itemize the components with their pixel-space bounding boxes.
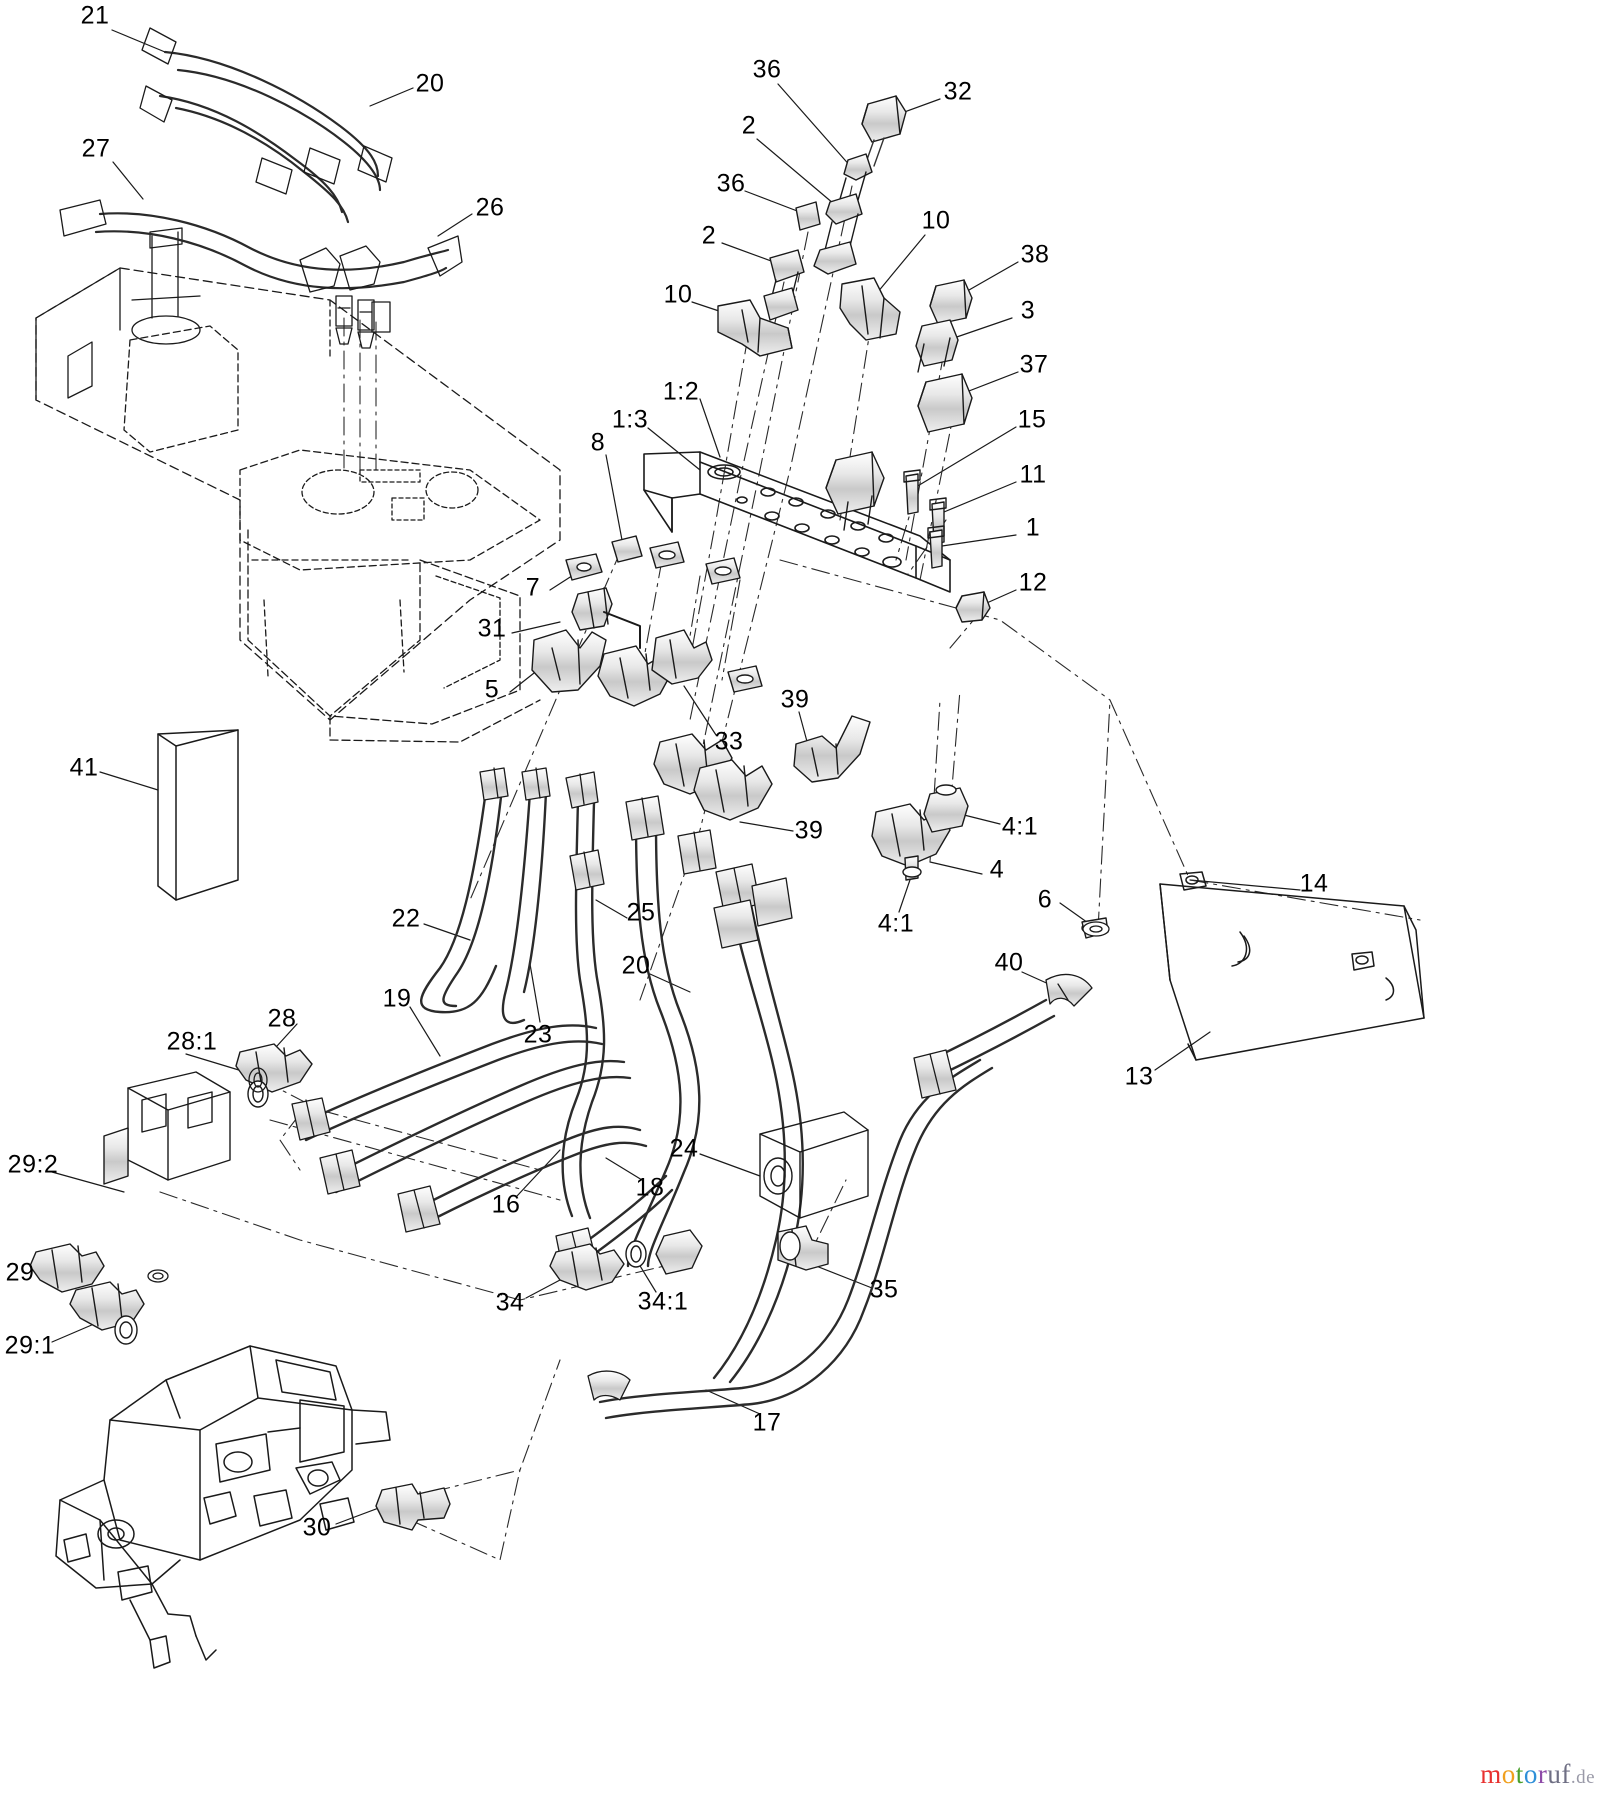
callout-2: 2 (741, 111, 757, 140)
callout-10: 10 (663, 280, 693, 309)
callout-1: 1 (1025, 513, 1041, 542)
callout-38: 38 (1020, 240, 1050, 269)
callout-39: 39 (794, 816, 824, 845)
callout-22: 22 (391, 904, 421, 933)
callout-6: 6 (1037, 885, 1053, 914)
callout-29: 29 (5, 1258, 35, 1287)
callout-34: 34 (495, 1288, 525, 1317)
callout-21: 21 (80, 1, 110, 30)
callout-36: 36 (752, 55, 782, 84)
callout-27: 27 (81, 134, 111, 163)
watermark-letter-o2: o (1523, 1759, 1538, 1789)
callout-12: 12 (1018, 568, 1048, 597)
watermark-domain-suffix: .de (1570, 1767, 1595, 1788)
watermark-letter-u: u (1547, 1759, 1562, 1789)
callout-16: 16 (491, 1190, 521, 1219)
callout-10: 10 (921, 206, 951, 235)
callout-26: 26 (475, 193, 505, 222)
watermark-letter-f: f (1561, 1759, 1571, 1789)
watermark-letter-r: r (1537, 1759, 1548, 1789)
callout-5: 5 (484, 675, 500, 704)
callout-24: 24 (669, 1134, 699, 1163)
callout-1-3: 1:3 (611, 405, 649, 434)
callout-41: 41 (69, 753, 99, 782)
callout-28: 28 (267, 1004, 297, 1033)
callout-4-1: 4:1 (877, 909, 915, 938)
callout-3: 3 (1020, 296, 1036, 325)
callout-36: 36 (716, 169, 746, 198)
callout-34-1: 34:1 (637, 1287, 689, 1316)
callout-30: 30 (302, 1513, 332, 1542)
callout-17: 17 (752, 1408, 782, 1437)
watermark-letter-t: t (1515, 1759, 1524, 1789)
callout-32: 32 (943, 77, 973, 106)
callout-29-2: 29:2 (7, 1150, 59, 1179)
callout-25: 25 (626, 898, 656, 927)
callout-28-1: 28:1 (166, 1027, 218, 1056)
callout-20: 20 (415, 69, 445, 98)
callout-40: 40 (994, 948, 1024, 977)
watermark (1480, 1759, 1595, 1790)
callout-13: 13 (1124, 1062, 1154, 1091)
callout-19: 19 (382, 984, 412, 1013)
callout-2: 2 (701, 221, 717, 250)
callout-31: 31 (477, 614, 507, 643)
callout-4: 4 (989, 855, 1005, 884)
watermark-letter-o1: o (1501, 1759, 1516, 1789)
callout-37: 37 (1019, 350, 1049, 379)
callout-15: 15 (1017, 405, 1047, 434)
callout-8: 8 (590, 428, 606, 457)
callout-33: 33 (714, 727, 744, 756)
callout-23: 23 (523, 1020, 553, 1049)
callout-39: 39 (780, 685, 810, 714)
callout-18: 18 (635, 1173, 665, 1202)
callout-1-2: 1:2 (662, 377, 700, 406)
callout-4-1: 4:1 (1001, 812, 1039, 841)
callout-20: 20 (621, 951, 651, 980)
callout-14: 14 (1299, 869, 1329, 898)
watermark-letter-m: m (1480, 1759, 1502, 1789)
callout-29-1: 29:1 (4, 1331, 56, 1360)
callout-11: 11 (1019, 460, 1047, 489)
callout-35: 35 (869, 1275, 899, 1304)
callout-7: 7 (525, 573, 541, 602)
